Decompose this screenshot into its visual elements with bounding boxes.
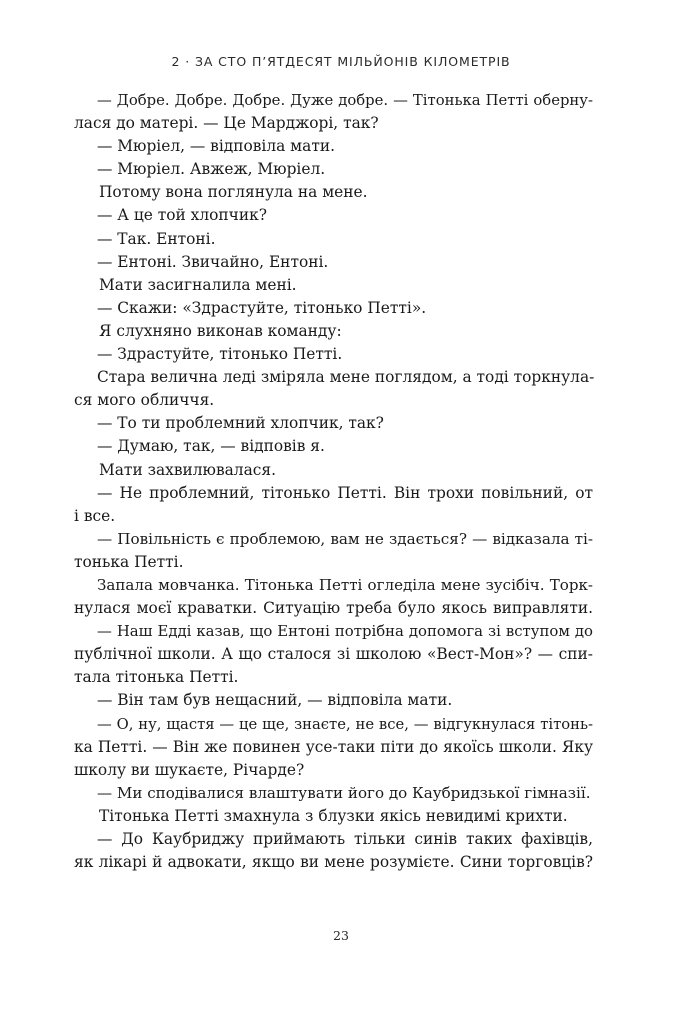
running-header: 2 · ЗА СТО П’ЯТДЕСЯТ МІЛЬЙОНІВ КІЛОМЕТРІВ (171, 54, 511, 69)
text-line: — Наш Едді казав, що Ентоні потрібна допомога зі вступом до (97, 622, 593, 641)
text-line: — Здрастуйте, тітонько Петті. (97, 345, 343, 364)
text-line: Тітонька Петті змахнула з блузки якісь невидимі крихти. (99, 806, 568, 825)
text-line: — Повільність є проблемою, вам не здається? — відказала ті- (97, 529, 593, 548)
text-line: — Не проблемний, тітонько Петті. Він трохи повільний, от (97, 483, 593, 502)
text-line: Потому вона поглянула на мене. (99, 183, 368, 202)
text-line: — О, ну, щастя — це ще, знаєте, не все, — відгукнулася тітонь- (97, 715, 593, 733)
text-line: школу ви шукаєте, Річарде? (74, 760, 305, 779)
text-line: — Він там був нещасний, — відповіла мати. (97, 691, 453, 710)
text-line: — До Каубриджу приймають тільки синів таких фахівців, (97, 830, 593, 848)
text-line: тала тітонька Петті. (74, 668, 239, 687)
text-line: Стара велична леді зміряла мене поглядом, а тоді торкнула- (97, 368, 595, 387)
text-line: — Ентоні. Звичайно, Ентоні. (97, 252, 329, 271)
text-line: лася до матері. — Це Марджорі, так? (74, 114, 379, 133)
text-line: — Думаю, так, — відповів я. (97, 437, 325, 456)
text-line: Мати засигналила мені. (99, 275, 297, 294)
text-line: — Так. Ентоні. (97, 229, 216, 248)
text-line: ся мого обличчя. (74, 391, 215, 410)
text-line: ка Петті. — Він же повинен усе-таки піти до якоїсь школи. Яку (74, 737, 593, 756)
text-line: Я слухняно виконав команду: (99, 321, 342, 340)
text-line: публічної школи. А що сталося зі школою «Вест-Мон»? — спи- (74, 645, 593, 664)
text-line: і все. (74, 506, 116, 525)
text-line: нулася моєї краватки. Ситуацію треба було якось виправляти. (74, 599, 593, 618)
text-line: — Мюріел. Авжеж, Мюріел. (97, 160, 326, 179)
text-line: Запала мовчанка. Тітонька Петті огледіла мене зусібіч. Торк- (97, 575, 593, 594)
text-line: — А це той хлопчик? (97, 206, 267, 225)
text-line: Мати захвилювалася. (99, 460, 276, 479)
text-line: — Скажи: «Здрастуйте, тітонько Петті». (97, 298, 427, 317)
page-number: 23 (333, 928, 349, 943)
text-line: — То ти проблемний хлопчик, так? (97, 414, 384, 433)
body-text (74, 89, 595, 874)
text-line: — Добре. Добре. Добре. Дуже добре. — Тітонька Петті оберну- (97, 92, 593, 109)
text-line: — Ми сподівалися влаштувати його до Каубридзької гімназії. (97, 783, 591, 802)
text-line: тонька Петті. (74, 552, 184, 571)
text-line: як лікарі й адвокати, якщо ви мене розумієте. Сини торговців? (74, 853, 593, 872)
text-line: — Мюріел, — відповіла мати. (97, 137, 335, 156)
